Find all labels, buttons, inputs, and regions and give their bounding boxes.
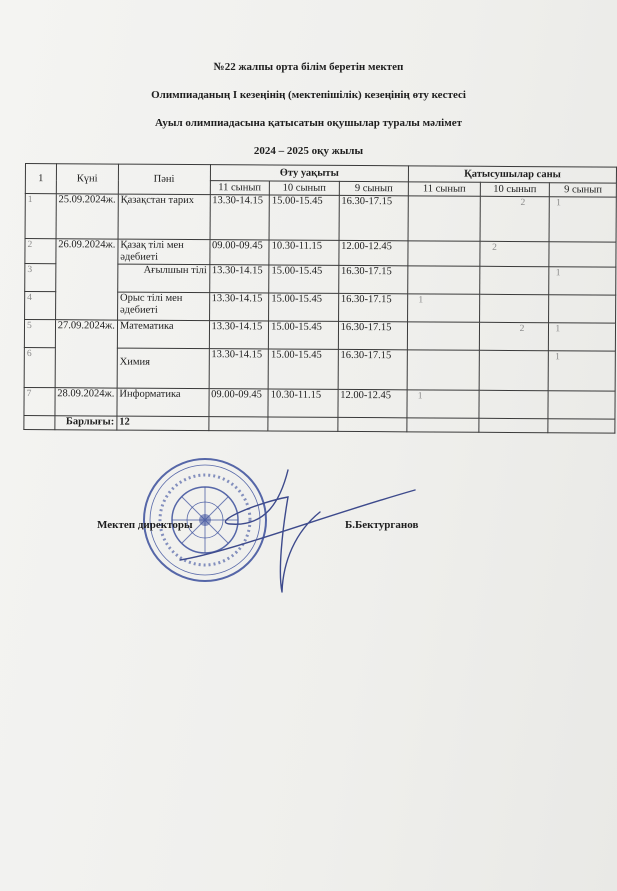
row-part-10: 2 bbox=[479, 322, 549, 350]
director-name: Б.Бектурганов bbox=[345, 519, 419, 531]
row-number: 3 bbox=[25, 264, 56, 292]
row-part-11 bbox=[407, 350, 479, 390]
time-grade-10-header: 10 сынып bbox=[269, 181, 339, 195]
row-part-9: 1 bbox=[549, 197, 616, 242]
header-row bbox=[25, 164, 616, 184]
row-part-9 bbox=[549, 295, 616, 323]
row-part-11 bbox=[408, 266, 480, 294]
total-row bbox=[24, 415, 615, 433]
table-row bbox=[24, 387, 615, 419]
row-time-9: 16.30-17.15 bbox=[339, 195, 409, 240]
row-part-10 bbox=[479, 266, 549, 294]
part-grade-10-header: 10 сынып bbox=[480, 182, 550, 196]
row-date: 28.09.2024ж. bbox=[55, 388, 117, 416]
col-number-header: 1 bbox=[25, 164, 56, 194]
row-time-11: 13.30-14.15 bbox=[209, 293, 269, 321]
row-part-9: 1 bbox=[549, 267, 616, 295]
schedule-table bbox=[23, 163, 617, 434]
time-grade-11-header: 11 сынып bbox=[210, 181, 270, 195]
row-time-11: 13.30-14.15 bbox=[209, 265, 269, 293]
director-label: Мектеп директоры bbox=[97, 519, 193, 531]
table-row bbox=[24, 320, 615, 352]
row-subject: Математика bbox=[117, 320, 209, 349]
row-subject: Қазақстан тарих bbox=[118, 194, 210, 240]
row-part-9: 1 bbox=[548, 351, 615, 391]
row-part-10: 2 bbox=[480, 241, 550, 266]
total-value: 12 bbox=[117, 416, 209, 431]
row-time-11: 09.00-09.45 bbox=[209, 240, 269, 265]
row-time-9: 12.00-12.45 bbox=[338, 389, 408, 417]
row-time-10: 10.30-11.15 bbox=[269, 240, 339, 265]
part-grade-9-header: 9 сынып bbox=[550, 183, 617, 197]
total-empty-cell bbox=[24, 415, 55, 429]
row-time-9: 16.30-17.15 bbox=[338, 293, 408, 321]
col-subject-header: Пәні bbox=[118, 164, 210, 195]
row-subject: Орыс тілі мен әдебиеті bbox=[117, 292, 209, 321]
col-day-header: Күні bbox=[56, 164, 118, 194]
row-time-10: 15.00-15.45 bbox=[269, 195, 339, 240]
row-part-11 bbox=[408, 241, 480, 266]
row-subject: Информатика bbox=[117, 388, 209, 417]
row-subject: Ағылшын тілі bbox=[118, 264, 210, 293]
row-part-11 bbox=[408, 322, 480, 350]
academic-year: 2024 – 2025 оқу жылы bbox=[253, 145, 364, 157]
row-part-10 bbox=[479, 294, 549, 322]
row-subject: Қазақ тілі мен әдебиеті bbox=[118, 239, 210, 265]
row-part-10: 2 bbox=[480, 196, 550, 241]
row-part-10 bbox=[479, 350, 549, 390]
row-part-9 bbox=[549, 242, 616, 267]
row-number: 6 bbox=[24, 347, 55, 387]
table-row bbox=[25, 239, 616, 268]
row-time-10: 15.00-15.45 bbox=[269, 321, 339, 349]
row-part-9 bbox=[548, 391, 615, 419]
row-time-11: 09.00-09.45 bbox=[208, 389, 268, 417]
info-subtitle: Ауыл олимпиадасына қатысатын оқушылар туралы мәлімет bbox=[154, 117, 463, 129]
row-number: 2 bbox=[25, 239, 56, 264]
row-time-11: 13.30-14.15 bbox=[210, 195, 270, 240]
row-part-11: 1 bbox=[407, 390, 479, 418]
table-row bbox=[25, 194, 616, 243]
row-time-10: 15.00-15.45 bbox=[269, 265, 339, 293]
row-number: 5 bbox=[24, 320, 55, 348]
school-title: №22 жалпы орта білім беретін мектеп bbox=[213, 61, 404, 73]
row-time-10: 15.00-15.45 bbox=[268, 349, 338, 389]
row-part-11 bbox=[408, 196, 480, 241]
time-grade-9-header: 9 сынып bbox=[339, 181, 409, 195]
row-date: 26.09.2024ж. bbox=[55, 239, 118, 320]
total-label: Барлығы: bbox=[55, 416, 117, 430]
row-date: 27.09.2024ж. bbox=[55, 320, 118, 388]
row-time-10: 10.30-11.15 bbox=[268, 389, 338, 417]
row-time-9: 16.30-17.15 bbox=[338, 321, 408, 349]
part-grade-11-header: 11 сынып bbox=[408, 182, 480, 196]
row-number: 7 bbox=[24, 387, 55, 415]
row-time-9: 12.00-12.45 bbox=[339, 240, 409, 265]
time-group-header: Өту уақыты bbox=[210, 165, 409, 182]
row-part-9: 1 bbox=[549, 323, 616, 351]
row-time-10: 15.00-15.45 bbox=[269, 293, 339, 321]
row-part-10 bbox=[479, 390, 549, 418]
participants-group-header: Қатысушылар саны bbox=[409, 166, 617, 183]
row-number: 1 bbox=[25, 194, 56, 239]
row-time-11: 13.30-14.15 bbox=[209, 349, 269, 389]
row-part-11: 1 bbox=[408, 294, 480, 322]
row-time-11: 13.30-14.15 bbox=[209, 321, 269, 349]
schedule-title: Олимпиаданың І кезеңінің (мектепішілік) кезеңінің өту кестесі bbox=[151, 89, 466, 101]
row-time-9: 16.30-17.15 bbox=[338, 349, 408, 389]
row-subject: Химия bbox=[117, 348, 209, 389]
row-time-9: 16.30-17.15 bbox=[338, 265, 408, 293]
row-number: 4 bbox=[25, 292, 56, 320]
row-date: 25.09.2024ж. bbox=[56, 194, 118, 239]
